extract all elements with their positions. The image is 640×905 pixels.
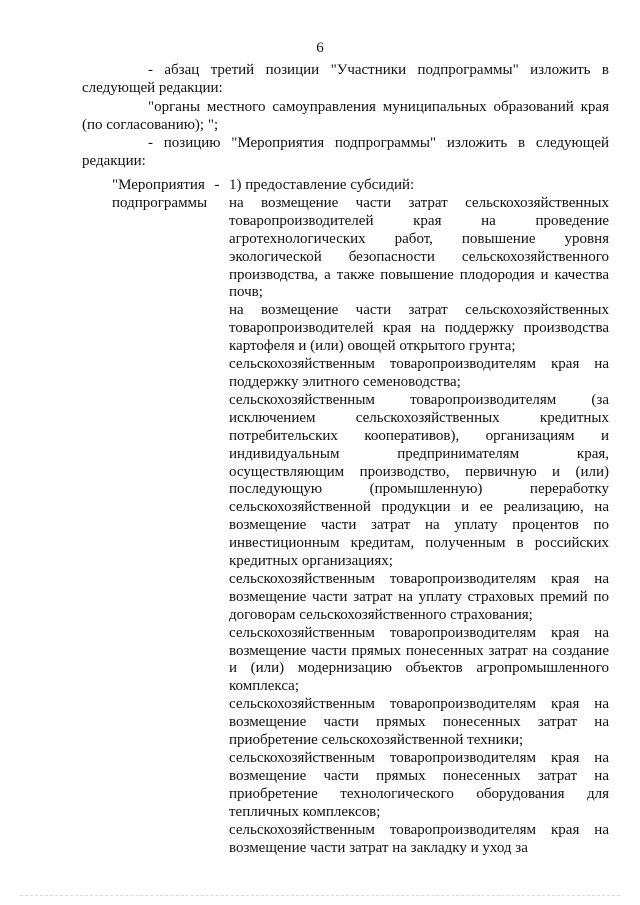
measures-list — [229, 177, 609, 857]
list-item: сельскохозяйственным товаропроизводителям края на возмещение части прямых понесенных затрат на приобретение сельскохозяйственной техники; — [229, 696, 609, 749]
measures-dash: - — [214, 177, 220, 193]
list-item: на возмещение части затрат сельскохозяйственных товаропроизводителей края на поддержку производства картофеля и (или) овощей открытого грунта; — [229, 302, 609, 355]
list-item: сельскохозяйственным товаропроизводителям (за исключением сельскохозяйственных кредитных потребительских кооперативов), организациям и индивидуальным предпринимателям края, осуществляющим производство, первичную и (или) последующую (промышленную) переработку сельскохозяйственной продукции и ее реализацию, на возмещение части затрат на уплату процентов по инвестиционным кредитам, полученным в российских кредитных организациях; — [229, 391, 609, 570]
list-item: сельскохозяйственным товаропроизводителям края на возмещение части затрат на закладку и уход за — [229, 821, 609, 856]
list-item: сельскохозяйственным товаропроизводителям края на поддержку элитного семеноводства; — [229, 356, 609, 390]
measures-label: "Мероприятия подпрограммы — [112, 177, 208, 211]
paragraph-organs: "органы местного самоуправления муниципальных образований края (по согласованию); "; — [82, 98, 609, 133]
page-number: 6 — [316, 40, 324, 56]
list-item: на возмещение части затрат сельскохозяйственных товаропроизводителей края на проведение агротехнологических работ, повышение уровня экологической безопасности сельскохозяйственного производства, а также повышение плодородия и качества почв; — [229, 194, 609, 301]
paragraph-measures: - позицию "Мероприятия подпрограммы" изложить в следующей редакции: — [82, 135, 609, 170]
scan-edge-line — [20, 895, 620, 897]
list-item: 1) предоставление субсидий: — [229, 177, 415, 193]
list-item: сельскохозяйственным товаропроизводителям края на возмещение части прямых понесенных затрат на приобретение технологического оборудования для тепличных комплексов; — [229, 750, 609, 820]
list-item: сельскохозяйственным товаропроизводителям края на возмещение части затрат на уплату страховых премий по договорам сельскохозяйственного страхования; — [229, 570, 609, 623]
body-text — [82, 61, 609, 171]
paragraph-participants: - абзац третий позиции "Участники подпрограммы" изложить в следующей редакции: — [82, 62, 609, 97]
list-item: сельскохозяйственным товаропроизводителям края на возмещение части прямых понесенных затрат на создание и (или) модернизацию объектов агропромышленного комплекса; — [229, 624, 609, 695]
